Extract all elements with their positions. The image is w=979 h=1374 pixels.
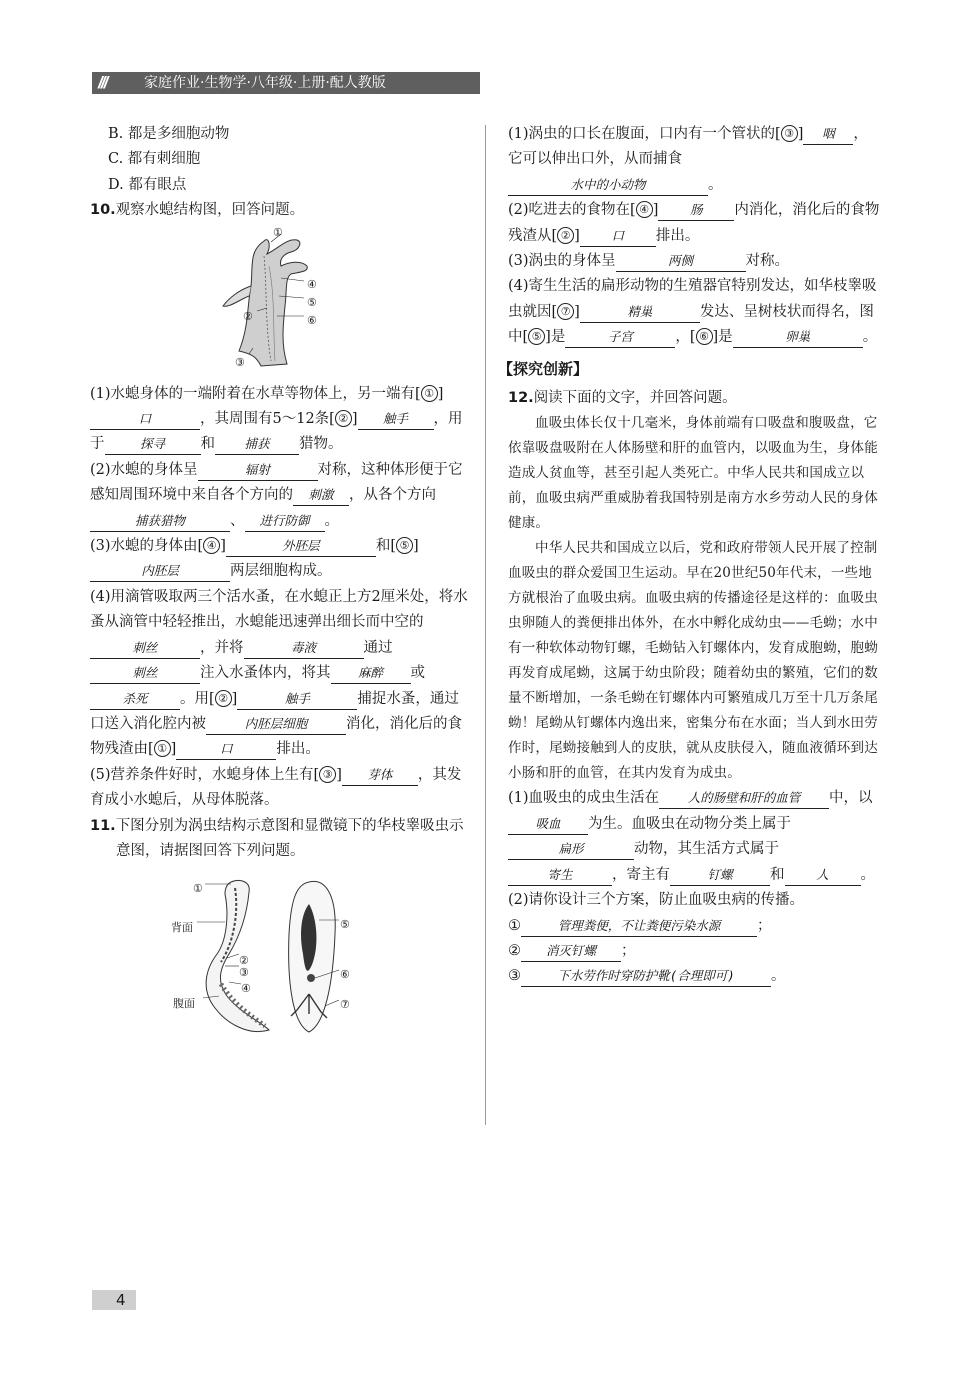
q12-part1: (1)血吸虫的成虫生活在 人的肠壁和肝的血管 中，以吸血 为生。血吸虫在动物分类上属于扁形 动物，其生活方式属于寄生 ，寄主有 钉螺 和 人 。 xyxy=(508,786,880,888)
flatworm-figure xyxy=(169,874,389,1039)
answer-blank: 人的肠壁和肝的血管 xyxy=(659,788,829,809)
flatworm-label-3: ③ xyxy=(239,966,249,980)
hydra-label-2: ② xyxy=(243,309,253,323)
q12-part2: (2)请你设计三个方案，防止血吸虫病的传播。 xyxy=(508,892,805,909)
answer-blank: 内胚层 xyxy=(90,561,230,582)
answer-blank: 触手 xyxy=(237,689,357,710)
answer-blank: 子宫 xyxy=(565,327,675,348)
hydra-drawing xyxy=(209,226,349,376)
q12-plan-2: ② 消灭钉螺 ； xyxy=(508,939,880,964)
answer-blank: 探寻 xyxy=(105,434,201,455)
q10-stem-text: 观察水螅结构图，回答问题。 xyxy=(115,202,305,219)
q11-stem xyxy=(90,814,468,865)
q9-option-d: D. 都有眼点 xyxy=(108,176,187,193)
q10-part1: (1)水螅身体的一端附着在水草等物体上，另一端有[ ① ]口 ，其周围有5～12条[ ② ] 触手 ，用于 探寻 和 捕获 猎物。 xyxy=(90,382,468,458)
hydra-label-4: ④ xyxy=(307,277,317,291)
circle-number: ⑥ xyxy=(696,328,713,345)
q12-plan-3: ③ 下水劳作时穿防护靴(合理即可) 。 xyxy=(508,964,880,989)
answer-blank: 卵巢 xyxy=(733,327,863,348)
header-title: 家庭作业·生物学·八年级·上册·配人教版 xyxy=(144,75,386,91)
circle-number: ① xyxy=(421,385,438,402)
flatworm-label-1: ① xyxy=(193,882,203,896)
q12-number: 12. xyxy=(508,390,534,407)
answer-blank: 消灭钉螺 xyxy=(521,941,621,962)
q10-part5: (5)营养条件好时，水螅身体上生有[ ③ ] 芽体 ，其发育成小水螅后，从母体脱落。 xyxy=(90,766,462,809)
hydra-label-1: ① xyxy=(273,225,283,239)
circle-number: ② xyxy=(557,227,574,244)
q11-stem-text: 下图分别为涡虫结构示意图和显微镜下的华枝睾吸虫示意图，请据图回答下列问题。 xyxy=(115,817,464,859)
left-column xyxy=(90,122,468,1045)
answer-blank: 麻醉 xyxy=(331,663,411,684)
answer-blank: 下水劳作时穿防护靴(合理即可) xyxy=(521,966,771,987)
answer-blank: 口 xyxy=(90,409,200,430)
answer-blank: 精巢 xyxy=(580,302,700,323)
q10-part2: (2)水螅的身体呈 辐射 对称，这种体形便于它感知周围环境中来自各个方向的 刺激 ，从各个方向捕获猎物 、 进行防御 。 xyxy=(90,458,468,534)
answer-blank: 刺激 xyxy=(293,485,349,506)
hydra-label-6: ⑥ xyxy=(307,313,317,327)
answer-blank: 捕获 xyxy=(215,434,299,455)
answer-blank: 肠 xyxy=(658,200,734,221)
q9-option-b: B. 都是多细胞动物 xyxy=(108,126,230,142)
answer-blank: 外胚层 xyxy=(226,536,376,557)
hydra-figure xyxy=(209,226,349,376)
circle-number: ⑤ xyxy=(528,328,545,345)
fluke-label-5: ⑤ xyxy=(340,918,350,932)
answer-blank: 吸血 xyxy=(508,814,588,835)
answer-blank: 人 xyxy=(785,865,861,886)
q12-stem xyxy=(508,386,880,411)
answer-blank: 辐射 xyxy=(198,460,318,481)
circle-number: ④ xyxy=(636,201,653,218)
answer-blank: 管理粪便，不让粪便污染水源 xyxy=(521,916,757,937)
answer-blank: 钉螺 xyxy=(670,865,770,886)
q10-part4: (4)用滴管吸取两三个活水蚤，在水螅正上方2厘米处，将水蚤从滴管中轻轻推出，水螅能迅速弹出细长而中空的刺丝 ，并将 毒液 通过刺丝 注入水蚤体内，将其 麻醉 或杀死 。用[ ② ] 触手 捕捉水蚤，通过口送入消化腔内被 内胚层细胞 消化，消化后的食物残渣由[ ① ] 口 排出。 xyxy=(90,585,468,763)
answer-blank: 内胚层细胞 xyxy=(206,714,346,735)
answer-blank: 扁形 xyxy=(508,839,634,860)
q10-part3: (3)水螅的身体由[ ④ ] 外胚层 和[ ⑤ ]内胚层 两层细胞构成。 xyxy=(90,534,468,585)
hydra-label-5: ⑤ xyxy=(307,295,317,309)
page-number: 4 xyxy=(116,1291,126,1309)
q11-part2: (2)吃进去的食物在[ ④ ] 肠 内消化，消化后的食物残渣从[ ② ] 口 排出。 xyxy=(508,198,880,249)
flatworm-label-belly: 腹面 xyxy=(173,997,195,1011)
page-number-box xyxy=(92,1290,136,1310)
hydra-label-3: ③ xyxy=(235,355,245,369)
q9-option-c: C. 都有刺细胞 xyxy=(108,151,201,168)
answer-blank: 水中的小动物 xyxy=(508,175,708,196)
flatworm-label-4: ④ xyxy=(241,982,251,996)
circle-number: ⑦ xyxy=(557,303,574,320)
q12-passage-2: 中华人民共和国成立以后，党和政府带领人民开展了控制血吸虫的群众爱国卫生运动。早在20世纪50年代末，一些地方就根治了血吸虫病。血吸虫病的传播途径是这样的：血吸虫虫卵随人的粪便排出体外，在水中孵化成幼虫——毛蚴；水中有一种软体动物钉螺，毛蚴钻入钉螺体内，发育成胞蚴，胞蚴再发育成尾蚴，这属于幼虫阶段；随着幼虫的繁殖，它们的数量不断增加，一条毛蚴在钉螺体内可繁殖成几万至十几万条尾蚴！尾蚴从钉螺体内逸出来，密集分布在水面；当人到水田劳作时，尾蚴接触到人的皮肤，就从皮肤侵入，随血液循环到达小肠和肝的血管，在其内发育为成虫。 xyxy=(508,540,878,782)
header-slashes: /// xyxy=(98,73,107,92)
circle-number: ① xyxy=(154,740,171,757)
q12-stem-text: 阅读下面的文字，并回答问题。 xyxy=(533,390,737,407)
fluke-label-7: ⑦ xyxy=(340,998,350,1012)
column-divider xyxy=(485,125,486,1125)
flatworm-label-back: 背面 xyxy=(171,921,193,935)
q12-plan-1: ① 管理粪便，不让粪便污染水源 ； xyxy=(508,914,880,939)
right-column xyxy=(498,122,880,990)
answer-blank: 刺丝 xyxy=(90,638,200,659)
answer-blank: 杀死 xyxy=(90,689,180,710)
answer-blank: 寄生 xyxy=(508,865,612,886)
answer-blank: 触手 xyxy=(358,409,434,430)
q10-number: 10. xyxy=(90,202,116,219)
section-heading: 【探究创新】 xyxy=(498,359,589,378)
q12-passage-1: 血吸虫体长仅十几毫米，身体前端有口吸盘和腹吸盘，它依靠吸盘吸附在人体肠壁和肝的血管内，以吸血为生，身体能造成人贫血等，甚至引起人类死亡。中华人民共和国成立以前，血吸虫病严重威胁着我国特别是南方水乡劳动人民的身体健康。 xyxy=(508,415,878,532)
answer-blank: 口 xyxy=(176,739,276,760)
q11-part4: (4)寄生生活的扁形动物的生殖器官特别发达，如华枝睾吸虫就因[ ⑦ ] 精巢 发达、呈树枝状而得名，图中[ ⑤ ]是 子宫 ，[ ⑥ ]是 卵巢 。 xyxy=(508,274,880,350)
answer-blank: 进行防御 xyxy=(245,511,325,532)
circle-number: ⑤ xyxy=(396,537,413,554)
circle-number: ④ xyxy=(203,537,220,554)
answer-blank: 芽体 xyxy=(342,765,418,786)
circle-number: ③ xyxy=(319,766,336,783)
answer-blank: 咽 xyxy=(803,124,853,145)
circle-number: ② xyxy=(215,690,232,707)
answer-blank: 毒液 xyxy=(244,638,364,659)
circle-number: ② xyxy=(335,410,352,427)
circle-number: ③ xyxy=(781,125,798,142)
answer-blank: 捕获猎物 xyxy=(90,511,230,532)
q11-number: 11. xyxy=(90,817,116,834)
q11-part1: (1)涡虫的口长在腹面，口内有一个管状的[ ③ ] 咽 ，它可以伸出口外，从而捕食水中的小动物 。 xyxy=(508,122,880,198)
answer-blank: 两侧 xyxy=(616,251,746,272)
q11-part3: (3)涡虫的身体呈 两侧 对称。 xyxy=(508,249,880,274)
page-header xyxy=(92,72,480,94)
fluke-label-6: ⑥ xyxy=(340,968,350,982)
answer-blank: 口 xyxy=(580,226,656,247)
answer-blank: 刺丝 xyxy=(90,663,200,684)
flatworm-label-2: ② xyxy=(239,954,249,968)
